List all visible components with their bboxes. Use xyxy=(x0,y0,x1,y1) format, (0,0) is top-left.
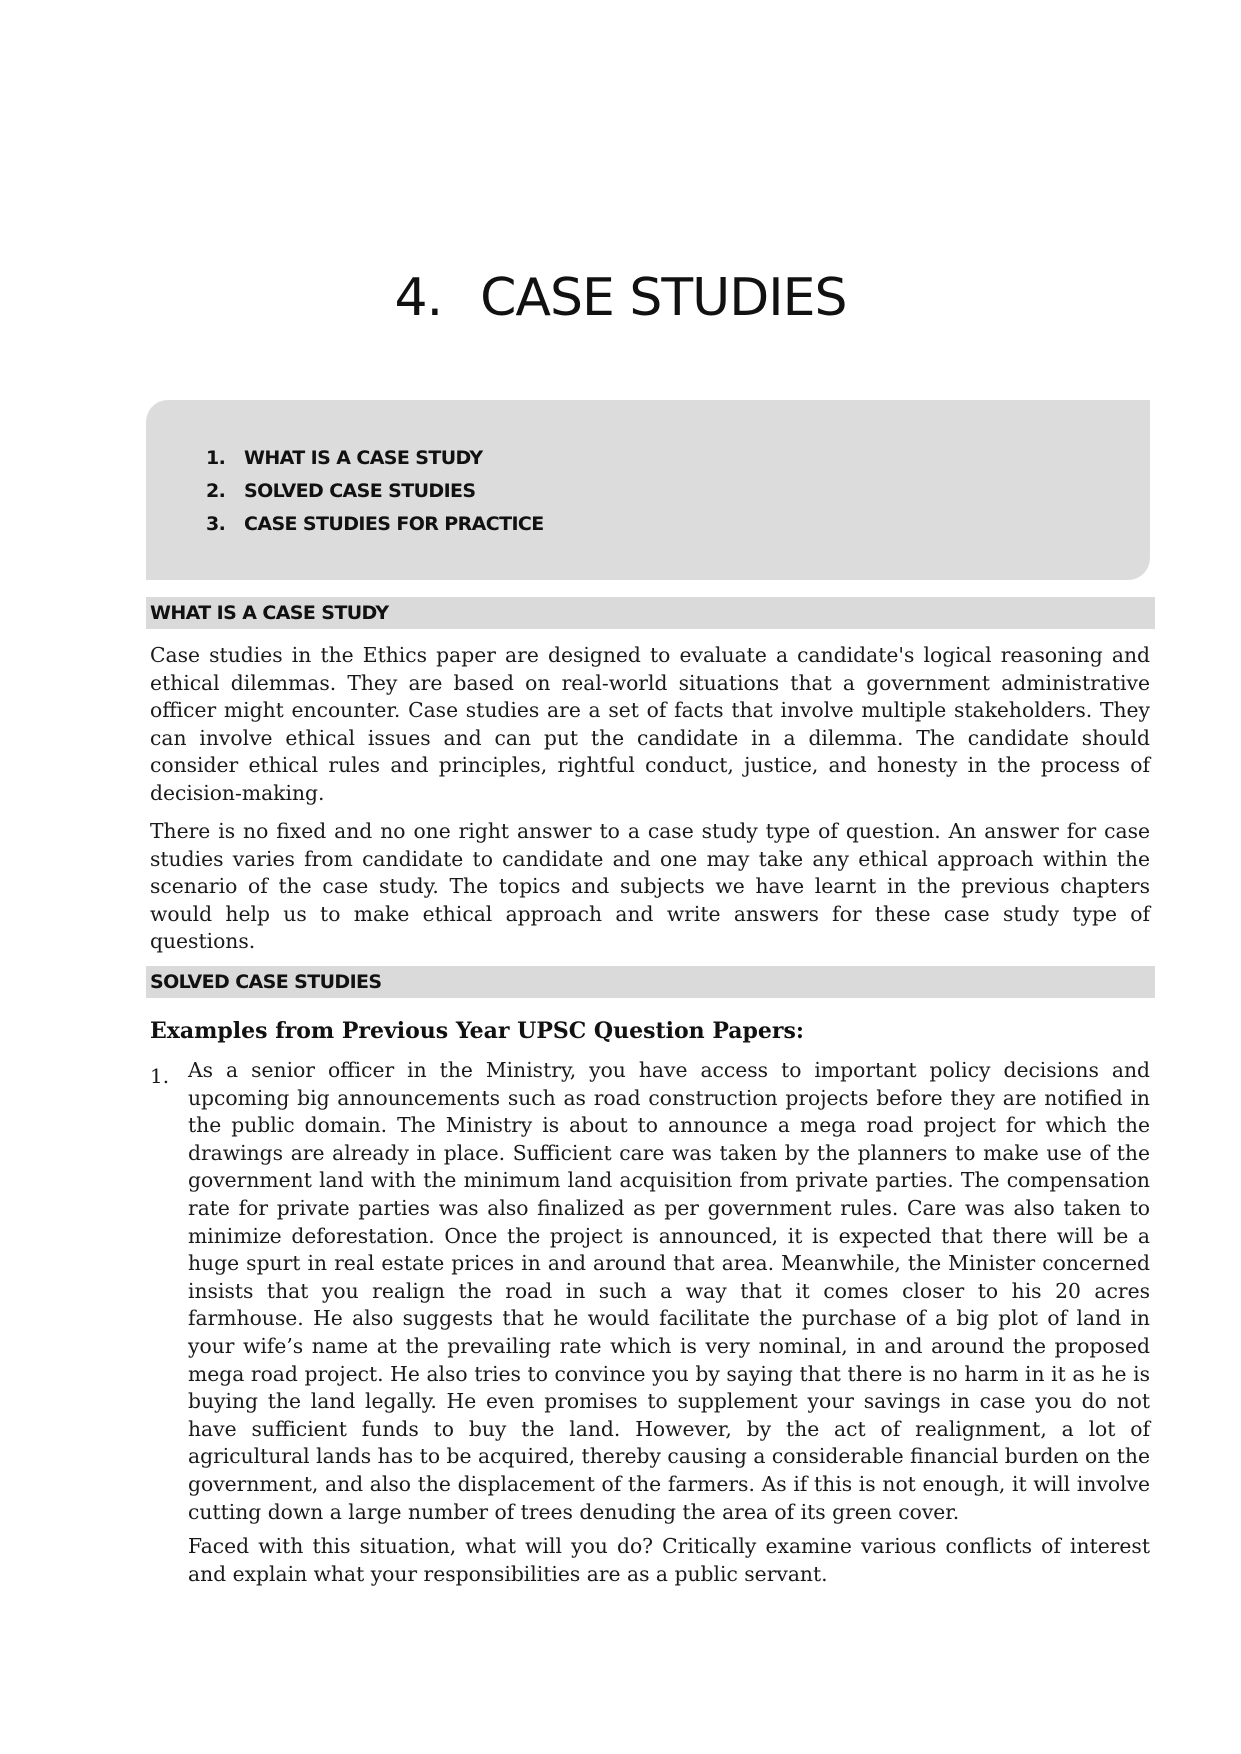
chapter-title-text: CASE STUDIES xyxy=(480,268,847,328)
question-text: As a senior officer in the Ministry, you have access to important policy decisions and upcoming big announcements such as road construction projects before they are notified in the public domain. The Ministry is about to announce a mega road project for which the drawings are already in place. Sufficient care was taken by the planners to make use of the government land with the minimum land acquisition from private parties. The compensation rate for private parties was also finalized as per government rules. Care was also taken to minimize deforestation. Once the project is announced, it is expected that there will be a huge spurt in real estate prices in and around that area. Meanwhile, the Minister concerned insists that you realign the road in such a way that it comes closer to his 20 acres farmhouse. He also suggests that he would facilitate the purchase of a big plot of land in your wife’s name at the prevailing rate which is very nominal, in and around the proposed mega road project. He also tries to convince you by saying that there is no harm in it as he is buying the land legally. He even promises to supplement your savings in case you do not have sufficient funds to buy the land. However, by the act of realignment, a lot of agricultural lands has to be acquired, thereby causing a considerable financial burden on the government, and also the displacement of the farmers. As if this is not enough, it will involve cutting down a large number of trees denuding the area of its green cover. xyxy=(188,1058,1150,1524)
paragraph: There is no fixed and no one right answer to a case study type of question. An answer for case studies varies from candidate to candidate and one may take any ethical approach within the scenario of the case study. The topics and subjects we have learnt in the previous chapters would help us to make ethical approach and write answers for these case study type of questions. xyxy=(150,819,1150,954)
table-of-contents xyxy=(146,400,1150,580)
chapter-title xyxy=(0,268,1241,328)
question-number: 1. xyxy=(150,1064,170,1088)
question-prompt: Faced with this situation, what will you do? Critically examine various conflicts of interest and explain what your responsibilities are as a public servant. xyxy=(188,1534,1150,1586)
toc-item: 1. WHAT IS A CASE STUDY xyxy=(206,442,544,475)
examples-subheading: Examples from Previous Year UPSC Question Papers: xyxy=(150,1018,805,1044)
toc-item: 3. CASE STUDIES FOR PRACTICE xyxy=(206,508,544,541)
toc-list xyxy=(206,442,544,541)
toc-item: 2. SOLVED CASE STUDIES xyxy=(206,475,544,508)
section-heading-what-is-case-study: WHAT IS A CASE STUDY xyxy=(146,597,1155,629)
paragraph: Case studies in the Ethics paper are designed to evaluate a candidate's logical reasoning and ethical dilemmas. They are based on real-world situations that a government administrative officer might encounter. Case studies are a set of facts that involve multiple stakeholders. They can involve ethical issues and can put the candidate in a dilemma. The candidate should consider ethical rules and principles, rightful conduct, justice, and honesty in the process of decision-making. xyxy=(150,643,1150,805)
section-heading-solved-case-studies: SOLVED CASE STUDIES xyxy=(146,966,1155,998)
toc-item-label: CASE STUDIES FOR PRACTICE xyxy=(244,513,544,535)
toc-item-label: SOLVED CASE STUDIES xyxy=(244,480,476,502)
chapter-number: 4. xyxy=(394,268,443,328)
toc-item-label: WHAT IS A CASE STUDY xyxy=(244,447,483,469)
